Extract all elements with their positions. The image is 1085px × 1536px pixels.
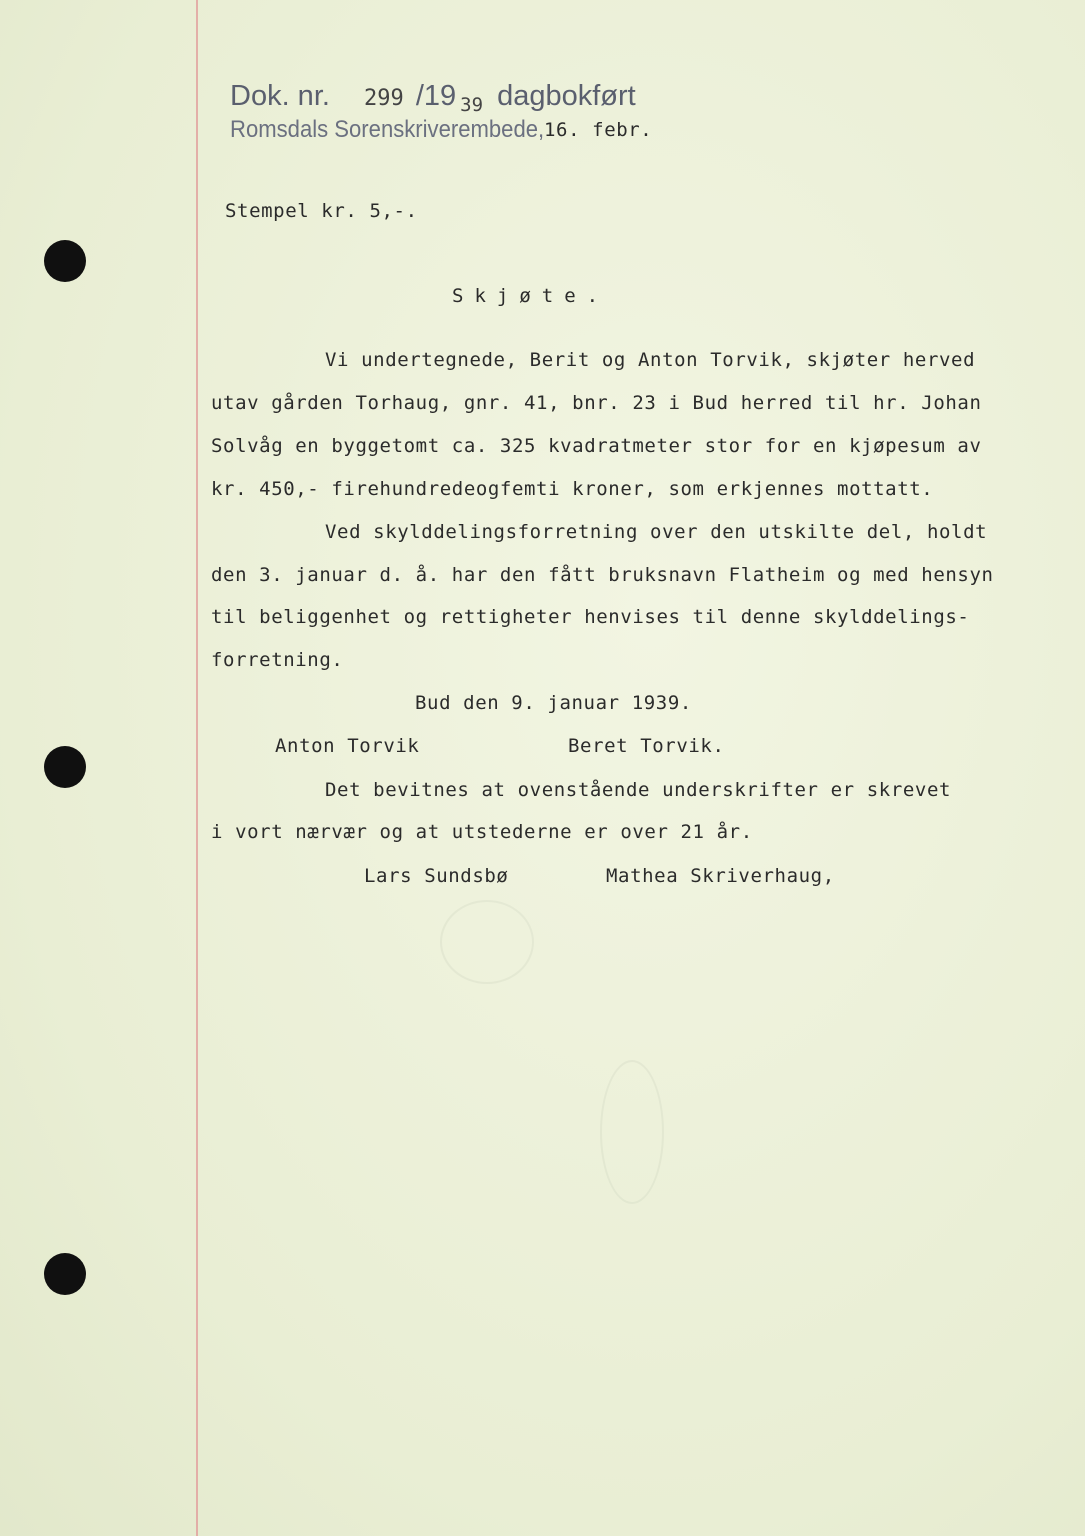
- punch-hole: [44, 240, 86, 282]
- witness-signature: Lars Sundsbø: [364, 865, 509, 887]
- margin-line: [196, 0, 198, 1536]
- stamp-year-suffix: 39: [460, 94, 484, 116]
- stamp-status: dagbokført: [497, 80, 636, 112]
- witness-signature: Mathea Skriverhaug,: [606, 865, 835, 887]
- body-line: den 3. januar d. å. har den fått bruksnavn Flatheim og med hensyn: [211, 564, 994, 586]
- body-line: Vi undertegnede, Berit og Anton Torvik, skjøter herved: [325, 349, 976, 371]
- punch-hole: [44, 746, 86, 788]
- stamp-office: Romsdals Sorenskriverembede,: [230, 116, 545, 143]
- stamp-duty-line: Stempel kr. 5,-.: [225, 200, 418, 222]
- signature: Anton Torvik: [275, 735, 420, 757]
- witness-statement-line: i vort nærvær og at utstederne er over 21 år.: [211, 821, 753, 843]
- stamp-year-prefix: /19: [415, 80, 457, 112]
- place-date: Bud den 9. januar 1939.: [415, 692, 692, 714]
- punch-hole: [44, 1253, 86, 1295]
- body-line: Ved skylddelingsforretning over den utskilte del, holdt: [325, 521, 988, 543]
- registration-stamp-line2: [230, 116, 544, 144]
- stamp-date: 16. febr.: [544, 119, 653, 141]
- signature: Beret Torvik.: [568, 735, 725, 757]
- body-line: utav gården Torhaug, gnr. 41, bnr. 23 i Bud herred til hr. Johan: [211, 392, 982, 414]
- body-line: til beliggenhet og rettigheter henvises til denne skylddelings-: [211, 606, 970, 628]
- stamp-doc-number: 299: [364, 86, 404, 111]
- witness-statement-line: Det bevitnes at ovenstående underskrifter er skrevet: [325, 779, 952, 801]
- body-line: kr. 450,- firehundredeogfemti kroner, som erkjennes mottatt.: [211, 478, 934, 500]
- faint-stamp-mark: [440, 900, 534, 984]
- body-line: Solvåg en byggetomt ca. 325 kvadratmeter stor for en kjøpesum av: [211, 435, 982, 457]
- document-title: Skjøte.: [452, 285, 610, 307]
- stamp-label: Dok. nr.: [230, 80, 330, 112]
- body-line: forretning.: [211, 649, 344, 671]
- registration-stamp-line1: [230, 80, 636, 116]
- faint-stamp-mark: [600, 1060, 664, 1204]
